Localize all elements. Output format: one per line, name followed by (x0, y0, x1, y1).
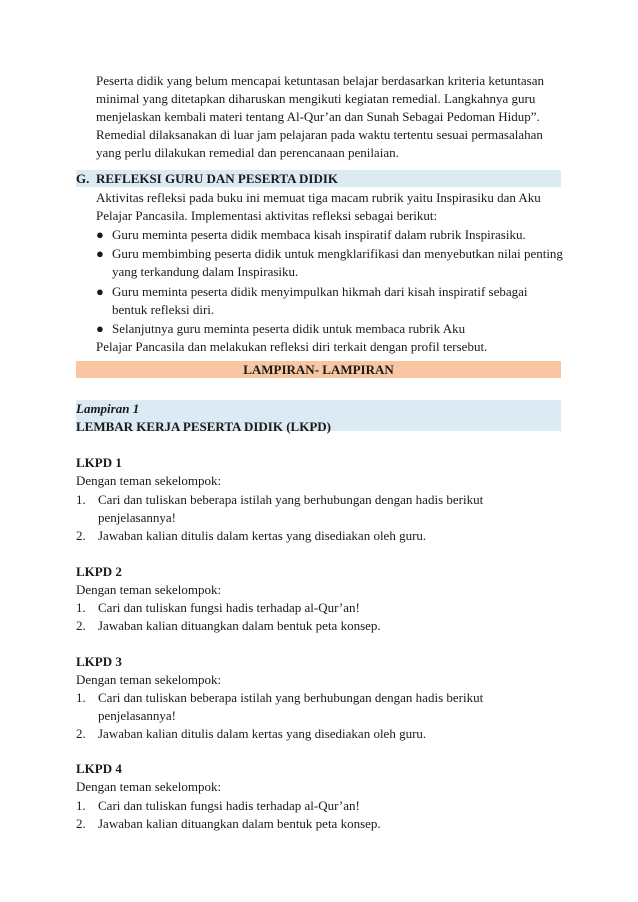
section-letter: G. (76, 171, 90, 186)
item-number: 1. (76, 798, 86, 813)
paragraph-line: Remedial dilaksanakan di luar jam pelajaran pada waktu tertentu sesuai permasalahan (96, 127, 543, 142)
reflection-closing (96, 338, 566, 356)
item-number: 2. (76, 618, 86, 633)
item-number: 1. (76, 492, 86, 507)
lampiran-label: Lampiran 1 (76, 401, 140, 416)
item-text: Cari dan tuliskan fungsi hadis terhadap al-Qur’an! (98, 600, 360, 615)
lkpd-title: LKPD 4 (76, 761, 122, 776)
bullet-text: Selanjutnya guru meminta peserta didik untuk membaca rubrik Aku (112, 321, 466, 336)
item-text: Jawaban kalian ditulis dalam kertas yang disediakan oleh guru. (98, 726, 427, 741)
paragraph-line: yang perlu dilakukan remedial dan perencanaan penilaian. (96, 145, 399, 160)
lkpd-intro: Dengan teman sekelompok: (76, 672, 222, 687)
bullet-text: Guru membimbing peserta didik untuk mengklarifikasi dan menyebutkan nilai penting (112, 246, 563, 261)
paragraph-line: Pelajar Pancasila. Implementasi aktivitas refleksi sebagai berikut: (96, 208, 438, 223)
bullet-text: yang terkandung dalam Inspirasiku. (112, 264, 299, 279)
item-text: Jawaban kalian ditulis dalam kertas yang disediakan oleh guru. (98, 528, 427, 543)
lkpd-intro: Dengan teman sekelompok: (76, 779, 222, 794)
section-g-heading (76, 170, 561, 187)
item-text: penjelasannya! (98, 510, 176, 525)
bullet-icon: ● (96, 227, 104, 242)
section-title: REFLEKSI GURU DAN PESERTA DIDIK (96, 171, 339, 186)
bullet-icon: ● (96, 321, 104, 336)
lkpd-title: LKPD 1 (76, 455, 122, 470)
bullet-text: Guru meminta peserta didik membaca kisah inspiratif dalam rubrik Inspirasiku. (112, 227, 526, 242)
paragraph-line: Pelajar Pancasila dan melakukan refleksi diri terkait dengan profil tersebut. (96, 339, 488, 354)
lampiran-heading: LAMPIRAN- LAMPIRAN (76, 361, 561, 378)
lampiran-title: LEMBAR KERJA PESERTA DIDIK (LKPD) (76, 419, 331, 434)
lkpd-intro: Dengan teman sekelompok: (76, 582, 222, 597)
paragraph-line: minimal yang ditetapkan diharuskan mengikuti kegiatan remedial. Langkahnya guru (96, 91, 536, 106)
item-text: Jawaban kalian dituangkan dalam bentuk peta konsep. (98, 618, 381, 633)
lampiran-1-heading (76, 400, 561, 434)
item-text: Jawaban kalian dituangkan dalam bentuk peta konsep. (98, 816, 381, 831)
bullet-text: bentuk refleksi diri. (112, 302, 215, 317)
bullet-text: Guru meminta peserta didik menyimpulkan hikmah dari kisah inspiratif sebagai (112, 284, 528, 299)
lkpd-title: LKPD 3 (76, 654, 122, 669)
item-text: Cari dan tuliskan fungsi hadis terhadap al-Qur’an! (98, 798, 360, 813)
reflection-intro (96, 189, 566, 225)
paragraph-line: Aktivitas refleksi pada buku ini memuat tiga macam rubrik yaitu Inspirasiku dan Aku (96, 190, 541, 205)
item-text: penjelasannya! (98, 708, 176, 723)
paragraph-line: Peserta didik yang belum mencapai ketuntasan belajar berdasarkan kriteria ketuntasan (96, 73, 544, 88)
lkpd-intro: Dengan teman sekelompok: (76, 473, 222, 488)
paragraph-line: menjelaskan kembali materi tentang Al-Qur’an dan Sunah Sebagai Pedoman Hidup”. (96, 109, 540, 124)
item-number: 2. (76, 816, 86, 831)
item-text: Cari dan tuliskan beberapa istilah yang berhubungan dengan hadis berikut (98, 492, 484, 507)
item-number: 2. (76, 726, 86, 741)
bullet-icon: ● (96, 246, 104, 261)
lkpd-title: LKPD 2 (76, 564, 122, 579)
item-text: Cari dan tuliskan beberapa istilah yang berhubungan dengan hadis berikut (98, 690, 484, 705)
bullet-icon: ● (96, 284, 104, 299)
item-number: 1. (76, 600, 86, 615)
remedial-paragraph (96, 72, 566, 162)
item-number: 2. (76, 528, 86, 543)
item-number: 1. (76, 690, 86, 705)
